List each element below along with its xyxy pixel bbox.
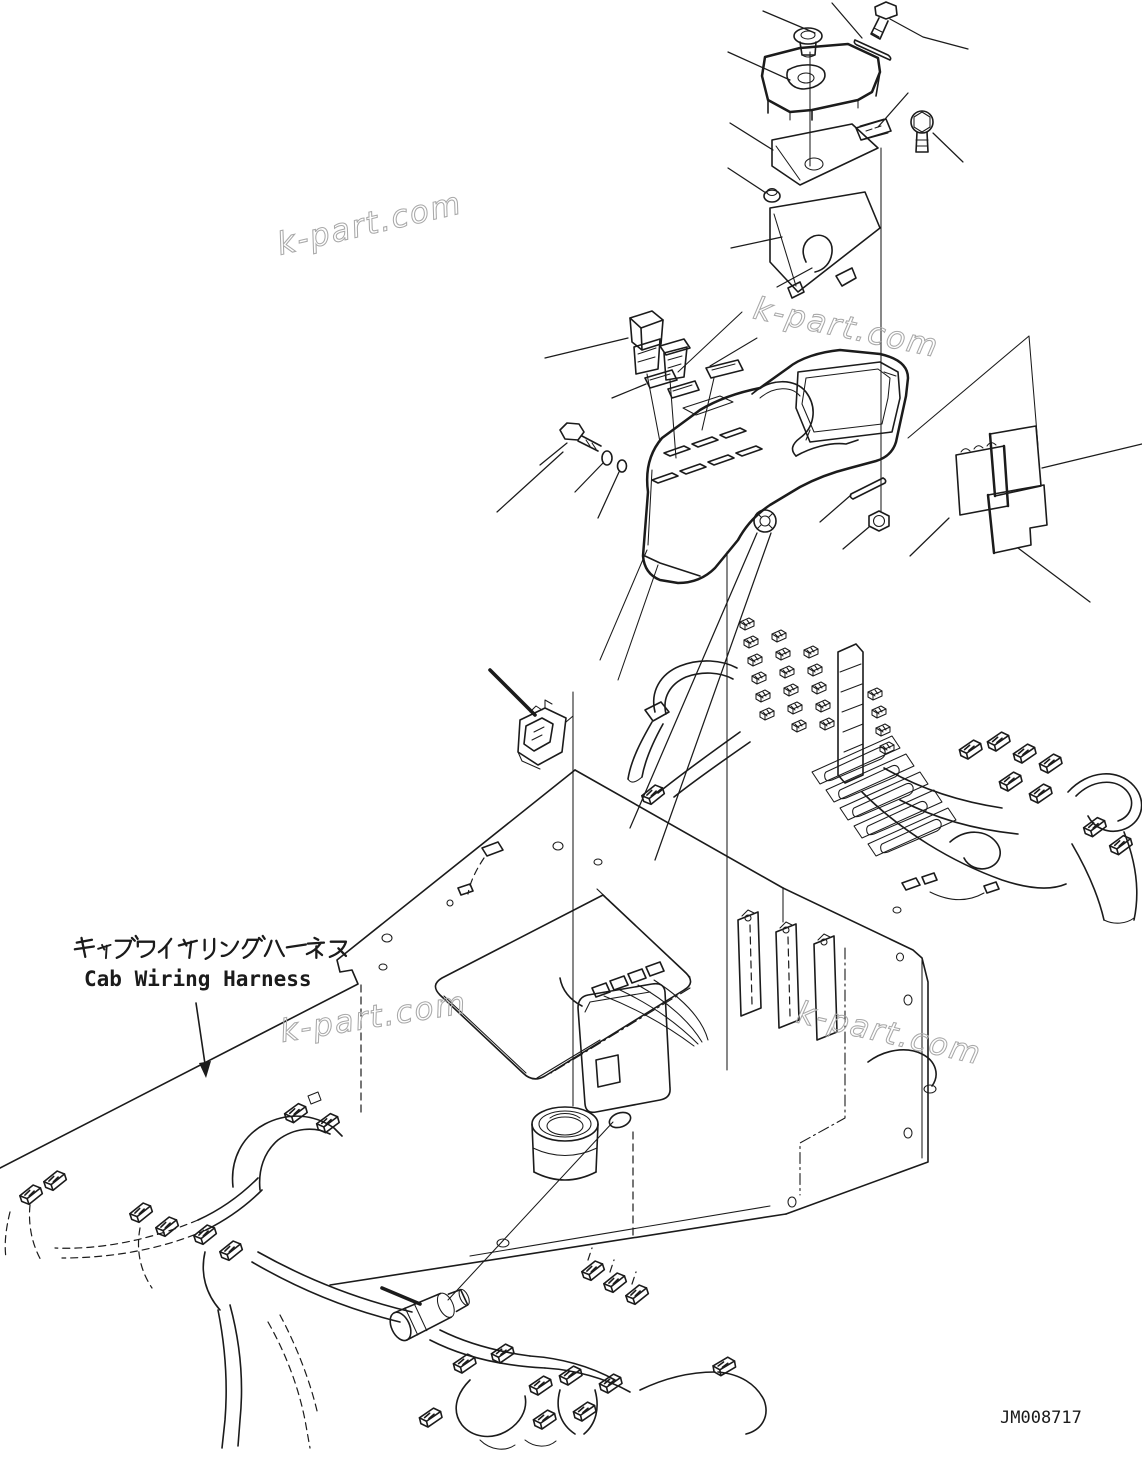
rocker-switch-2 — [660, 339, 690, 380]
cover-cap — [794, 28, 822, 57]
washer-2 — [618, 460, 627, 472]
floor-grommet-hole — [607, 1110, 632, 1131]
cover-clip — [856, 119, 891, 140]
cover-screw — [911, 111, 933, 152]
knob — [754, 510, 776, 532]
grommet — [764, 189, 780, 203]
control-console-assembly — [497, 311, 1142, 860]
console-nut — [869, 511, 889, 531]
left-connector-cluster — [18, 1169, 244, 1262]
console-bolt — [560, 423, 601, 451]
switch-blanks — [645, 360, 743, 398]
relay-fuse-harness — [628, 618, 1142, 923]
cab-wiring-harness-left — [5, 1092, 412, 1448]
rocker-switch-1 — [630, 311, 663, 374]
drawing-number: JM008717 — [1000, 1408, 1082, 1428]
cup-holder — [532, 1107, 598, 1180]
side-panel-2 — [956, 443, 1008, 515]
watermark-text-3: k-part.com — [277, 984, 470, 1050]
top-edge-connectors — [447, 842, 999, 913]
watermark-text-1: k-part.com — [273, 185, 466, 263]
harness-label-en: Cab Wiring Harness — [84, 967, 312, 991]
harness-label-arrowhead — [199, 1061, 211, 1078]
harness-label-jp-text: キャブワイヤリングハーネス — [73, 939, 343, 963]
watermark-text-2: k-part.com — [750, 290, 943, 366]
side-panel-1 — [990, 426, 1041, 496]
cover-plate — [772, 124, 878, 185]
lighter-socket — [386, 1282, 474, 1344]
console-mount-bracket — [560, 962, 708, 1112]
console-cover — [762, 44, 880, 120]
console-pin — [850, 478, 885, 499]
console-cover-exploded-assembly — [728, 2, 968, 512]
panel-switch — [490, 670, 573, 769]
watermark-text-4: k-part.com — [793, 994, 986, 1073]
harness-label-arrow-line — [196, 1003, 205, 1064]
harness-label — [73, 936, 346, 1078]
cab-wiring-harness-bottom — [382, 1122, 766, 1449]
